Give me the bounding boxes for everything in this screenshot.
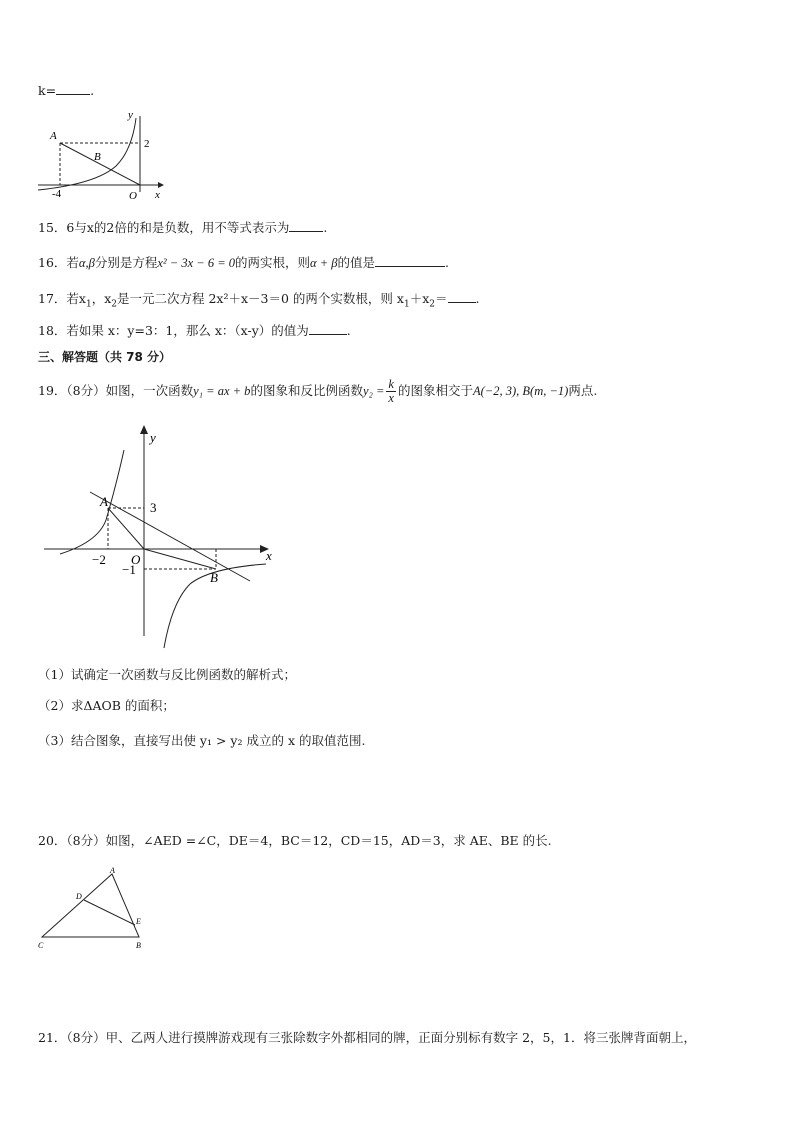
fig19-label-B: B: [210, 570, 218, 585]
q19-mid: 的图象和反比例函数: [250, 383, 363, 398]
q17-eq: ＝: [434, 291, 448, 306]
q19-linear-fn: y₁ = ax + b: [193, 384, 251, 398]
q20-line: [38, 832, 552, 850]
fig19-y-arrow: [140, 425, 148, 434]
q17-sub3: 1: [403, 299, 410, 310]
q18-end: .: [346, 323, 351, 338]
q16-vars: α,β: [78, 256, 95, 270]
fig14-label-O: O: [129, 190, 137, 202]
fig14-label-B: B: [94, 151, 101, 163]
q18-text: 若如果 x：y=3：1，那么 x：（x-y）的值为: [66, 323, 309, 338]
fig19-segment-OA: [108, 508, 144, 549]
fig19-label-O: O: [131, 552, 141, 567]
q15-text: 6与x的2倍的和是负数，用不等式表示为: [66, 220, 290, 235]
q21-number: 21．: [38, 1030, 67, 1045]
fig14-curve: [38, 118, 136, 190]
q19-part-2: （2）求ΔAOB 的面积；: [38, 698, 175, 713]
q19-part-3: （3）结合图象，直接写出使 y₁ > y₂ 成立的 x 的取值范围.: [38, 733, 366, 748]
figure-q20: [34, 866, 164, 956]
fig19-segment-OB: [144, 549, 216, 569]
q15-end: .: [323, 220, 328, 235]
q14-answer-line: [38, 82, 94, 100]
fig14-label-A: A: [50, 130, 57, 142]
q20-text: （8分）如图，∠AED =∠C，DE＝4，BC＝12，CD＝15，AD＝3，求 AE、BE 的长.: [66, 833, 552, 848]
q21-line: [38, 1029, 696, 1047]
fig14-label-y: y: [128, 109, 133, 121]
q17-pre: 若x: [66, 291, 86, 306]
q16-dot: .: [445, 255, 450, 270]
q19-number: 19．: [38, 383, 67, 398]
q16-number: 16．: [38, 255, 67, 270]
fig20-label-E: E: [136, 917, 141, 926]
q17-plus: ＋x: [409, 291, 430, 306]
fig20-segment-DE: [84, 900, 135, 925]
q16-end-text: 的值是: [337, 255, 376, 270]
q16-blank: [375, 254, 445, 267]
fig14-x-arrow: [158, 182, 164, 188]
fig14-label-2: 2: [144, 138, 150, 150]
figure-q14: [36, 108, 176, 208]
fig19-label-neg2: −2: [92, 552, 106, 567]
q19-end: 两点.: [568, 383, 598, 398]
fig20-label-A: A: [110, 866, 115, 875]
q19-line: [38, 378, 597, 405]
q17-blank: [448, 290, 476, 303]
q17-sub4: 2: [429, 299, 435, 310]
q16-equation: x² − 3x − 6 = 0: [157, 256, 236, 270]
q15-line: [38, 219, 327, 237]
fig19-label-A: A: [100, 494, 108, 509]
fig14-label-neg4: -4: [52, 188, 62, 200]
q16-pre: 若: [66, 255, 79, 270]
q17-mid: 是一元二次方程 2x²＋x－3＝0 的两个实数根，则 x: [117, 291, 404, 306]
q17-comma: ，x: [91, 291, 112, 306]
q17-line: [38, 290, 479, 314]
q15-number: 15．: [38, 220, 67, 235]
q14-k-label: k=: [38, 83, 57, 98]
fig19-hyperbola-upper-left: [60, 450, 124, 554]
fig20-label-C: C: [38, 941, 44, 950]
figure-q19: [40, 422, 290, 642]
fig19-label-x: x: [266, 548, 272, 563]
q16-line: [38, 254, 449, 272]
fig19-linear-graph: [90, 492, 250, 581]
q19-score-text: （8分）如图，一次函数: [66, 383, 194, 398]
q19-post: 的图象相交于: [397, 383, 473, 398]
fig20-label-B: B: [136, 941, 141, 950]
q19-points: A(−2, 3), B(m, −1): [473, 384, 569, 398]
q16-post: 的两实根，则: [235, 255, 311, 270]
fig19-label-3: 3: [150, 500, 157, 515]
q19-part-1: （1）试确定一次函数与反比例函数的解析式；: [38, 667, 296, 682]
q19-frac-den: x: [388, 391, 394, 405]
q17-sub2: 2: [111, 299, 117, 310]
q16-expr: α + β: [310, 256, 338, 270]
q18-number: 18．: [38, 323, 67, 338]
q19-frac-num: k: [388, 377, 394, 391]
q18-blank: [309, 322, 347, 335]
q19-fraction: [386, 378, 396, 405]
q15-blank: [289, 219, 323, 232]
q14-blank: [56, 82, 90, 95]
fig19-label-neg1: −1: [122, 562, 136, 577]
q17-sub1: 1: [85, 299, 92, 310]
q18-line: [38, 322, 351, 340]
fig20-label-D: D: [76, 892, 82, 901]
q20-number: 20．: [38, 833, 67, 848]
q16-mid: 分别是方程: [94, 255, 158, 270]
fig14-label-x: x: [155, 189, 160, 201]
q19-inverse-fn: y₂ =: [362, 384, 385, 398]
q17-end: .: [475, 291, 480, 306]
fig20-triangle-ABC: [42, 874, 139, 937]
q17-number: 17．: [38, 291, 67, 306]
q21-text: （8分）甲、乙两人进行摸牌游戏现有三张除数字外都相同的牌，正面分别标有数字 2，5，1．将三张牌背面朝上，: [66, 1030, 696, 1045]
q14-end: .: [90, 83, 95, 98]
fig19-label-y: y: [150, 430, 156, 445]
section-heading-3: 三、解答题（共 78 分）: [38, 350, 172, 364]
